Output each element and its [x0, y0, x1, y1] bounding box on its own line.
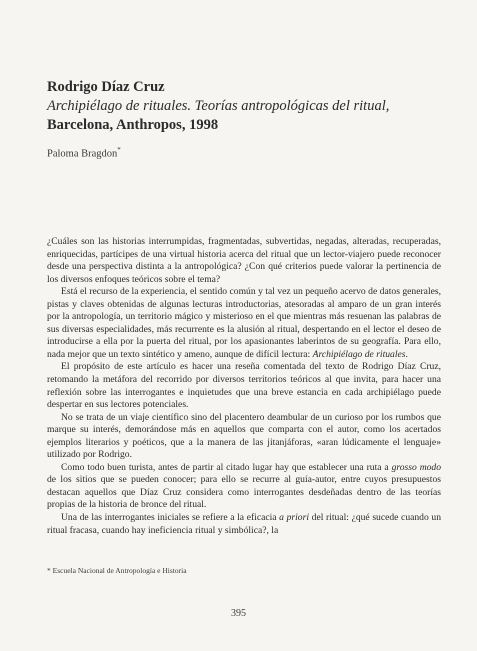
publication-info: Barcelona, Anthropos, 1998: [47, 117, 219, 133]
footnote: * Escuela Nacional de Antropología e Historia: [47, 566, 187, 575]
review-header: [47, 78, 447, 135]
paragraph-2-text: Está el recurso de la experiencia, el sentido común y tal vez un pequeño acervo de datos generales, pistas y claves obtenidas de algunas lecturas introductorias, atesoradas al amparo de un gran interés por la antropología, un territorio mágico y misterioso en el que mientras más resuenan las palabras de sus diversas especialidades, más recurrente es la alusión al ritual, despertando en el lector el deseo de introducirse a ella por la puerta del ritual, por los apasionantes laberintos de su geografía. Para ello, nada mejor que un texto sintético y ameno, aunque de difícil lectura:: [47, 286, 441, 360]
paragraph-4: No se trata de un viaje científico sino del placentero deambular de un curioso por los rumbos que marque su interés, demorándose más en aquellos que comparta con el autor, como los acertados ejemplos literarios y poéticos, que a la manera de las jitanjáforas, «aran lúdicamente el lenguaje» utilizado por Rodrigo.: [47, 411, 441, 461]
book-title-reference: Archipiélago de rituales: [312, 348, 406, 360]
paragraph-3: El propósito de este artículo es hacer una reseña comentada del texto de Rodrigo Díaz Cruz, retomando la metáfora del recorrido por diversos territorios teóricos al que invita, para hacer una reflexión sobre las interrogantes e inquietudes que una breve estancia en cada archipiélago puede despertar en sus lectores potenciales.: [47, 361, 441, 411]
latin-phrase-2: a priori: [279, 512, 310, 524]
paragraph-6: [47, 512, 441, 537]
page-number: 395: [231, 608, 246, 619]
paragraph-1: ¿Cuáles son las historias interrumpidas, fragmentadas, subvertidas, negadas, alteradas, recuperadas, enriquecidas, partícipes de una virtual historia acerca del ritual que un lector-viajero puede reconocer desde una perspectiva distinta a la antropológica? ¿Con qué criterios puede valorar la pertinencia de los diversos enfoques teóricos sobre el tema?: [47, 236, 441, 285]
book-title: Archipiélago de rituales. Teorías antropológicas del ritual,: [47, 98, 390, 114]
paragraph-2-end: .: [405, 348, 408, 360]
footnote-mark: *: [117, 146, 121, 154]
latin-phrase: grosso modo: [391, 461, 442, 473]
paragraph-2: [47, 286, 441, 361]
paragraph-5-text: Como todo buen turista, antes de partir al citado lugar hay que establecer una ruta a: [61, 461, 392, 473]
reviewer-name: Paloma Bragdon: [47, 148, 118, 160]
paragraph-6-end: del ritual: ¿qué sucede cuando un ritual fracasa, cuando hay ineficiencia ritual y simbólica?, la: [47, 512, 441, 536]
article-body: [47, 236, 441, 537]
paragraph-5: [47, 462, 441, 512]
reviewer: [47, 146, 121, 160]
paragraph-5-end: de los sitios que se pueden conocer; para ello se recurre al guía-autor, entre cuyos presupuestos destacan aquellos que Díaz Cruz considera como interrogantes desdeñadas dentro de las teorías propias de la historia de bronce del ritual.: [47, 474, 441, 511]
paragraph-6-text: Una de las interrogantes iniciales se refiere a la eficacia: [61, 512, 280, 524]
book-author: Rodrigo Díaz Cruz: [47, 79, 165, 95]
